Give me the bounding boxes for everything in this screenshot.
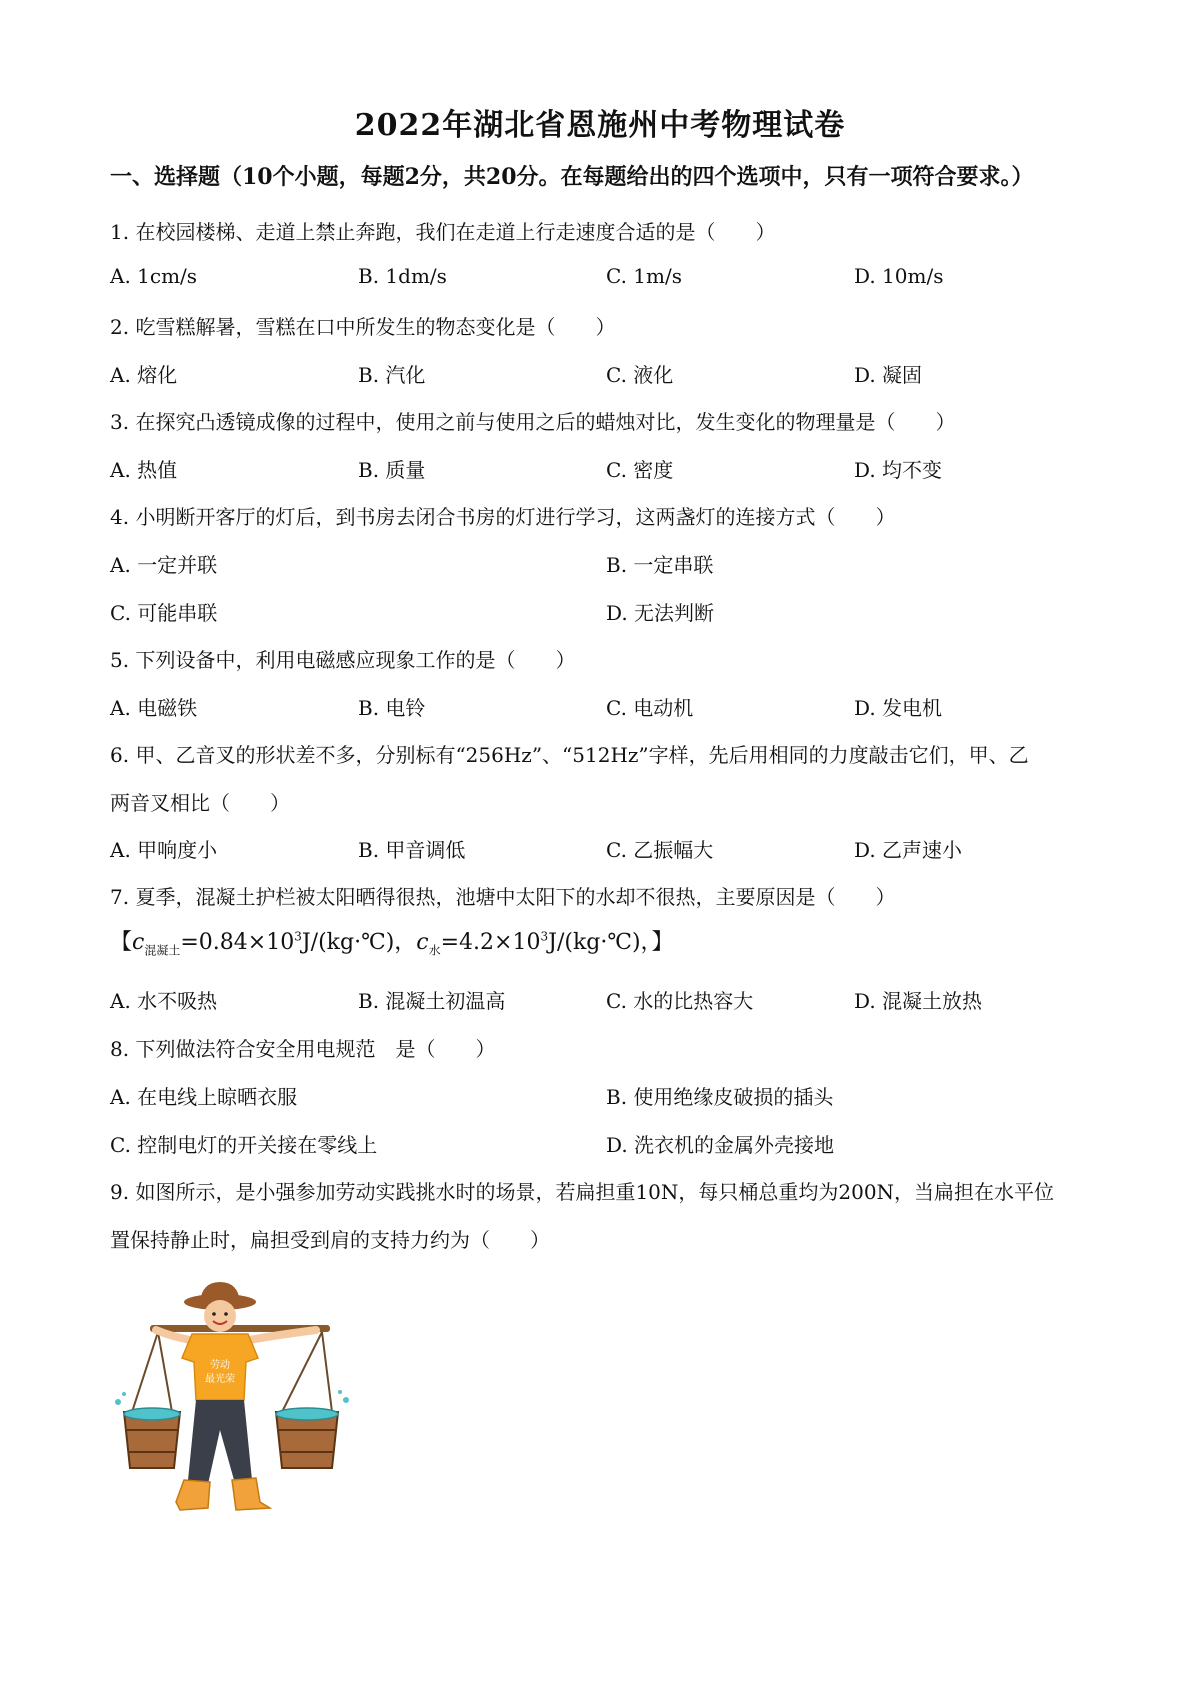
bracket-open: 【 (110, 930, 133, 955)
question-2-stem: 2. 吃雪糕解暑，雪糕在口中所发生的物态变化是（ ） (110, 315, 616, 339)
option-b[interactable]: B. 1dm/s (358, 264, 447, 288)
option-c[interactable]: C. 液化 (606, 363, 674, 387)
question-9-stem: 9. 如图所示，是小强参加劳动实践挑水时的场景，若扁担重10N，每只桶总重均为200N，当扁担在水平位 (110, 1180, 1055, 1204)
question-6-options (110, 834, 1110, 864)
question-8-options-row1 (110, 1081, 1110, 1111)
exam-title: 2022年湖北省恩施州中考物理试卷 (354, 108, 846, 143)
unit: J/(kg·℃)， (548, 930, 652, 955)
question-8-options-row2 (110, 1129, 1110, 1159)
option-d[interactable]: D. 洗衣机的金属外壳接地 (606, 1133, 835, 1157)
symbol-c: c (132, 930, 145, 955)
option-c[interactable]: C. 控制电灯的开关接在零线上 (110, 1133, 378, 1157)
option-d[interactable]: D. 均不变 (854, 458, 943, 482)
value-water: =4.2×10 (440, 930, 541, 955)
option-a[interactable]: A. 水不吸热 (110, 989, 218, 1013)
option-b[interactable]: B. 使用绝缘皮破损的插头 (606, 1085, 834, 1109)
question-8-stem: 8. 下列做法符合安全用电规范 是（ ） (110, 1037, 496, 1061)
option-a[interactable]: A. 一定并联 (110, 553, 218, 577)
question-5-options (110, 692, 1110, 722)
option-c[interactable]: C. 乙振幅大 (606, 838, 714, 862)
question-3-options (110, 454, 1110, 484)
option-d[interactable]: D. 凝固 (854, 363, 923, 387)
boot-right (232, 1478, 270, 1510)
question-4-stem: 4. 小明断开客厅的灯后，到书房去闭合书房的灯进行学习，这两盏灯的连接方式（ ） (110, 505, 896, 529)
option-d[interactable]: D. 无法判断 (606, 601, 715, 625)
option-c[interactable]: C. 密度 (606, 458, 674, 482)
section-heading: 一、选择题（10个小题，每题2分，共20分。在每题给出的四个选项中，只有一项符合要求。） (110, 164, 1034, 190)
shirt-text-line1: 劳动 (210, 1360, 230, 1371)
question-9-stem-continued: 置保持静止时，扁担受到肩的支持力约为（ ） (110, 1228, 550, 1252)
question-2-options (110, 359, 1110, 389)
option-a[interactable]: A. 熔化 (110, 363, 178, 387)
rope-left-2 (158, 1332, 172, 1412)
exponent: 3 (540, 929, 549, 944)
option-d[interactable]: D. 混凝土放热 (854, 989, 983, 1013)
bracket-close: 】 (651, 930, 674, 955)
question-1-options (110, 264, 1110, 294)
option-b[interactable]: B. 甲音调低 (358, 838, 466, 862)
question-4-options-row1 (110, 549, 1110, 579)
option-c[interactable]: C. 可能串联 (110, 601, 218, 625)
rope-left-1 (132, 1332, 158, 1412)
option-b[interactable]: B. 混凝土初温高 (358, 989, 506, 1013)
option-b[interactable]: B. 汽化 (358, 363, 426, 387)
option-a[interactable]: A. 热值 (110, 458, 178, 482)
question-1-stem: 1. 在校园楼梯、走道上禁止奔跑，我们在走道上行走速度合适的是（ ） (110, 220, 776, 244)
symbol-c: c (416, 930, 429, 955)
boot-left (176, 1480, 210, 1510)
question-5-stem: 5. 下列设备中，利用电磁感应现象工作的是（ ） (110, 648, 576, 672)
option-d[interactable]: D. 乙声速小 (854, 838, 963, 862)
question-3-stem: 3. 在探究凸透镜成像的过程中，使用之前与使用之后的蜡烛对比，发生变化的物理量是（ ） (110, 410, 956, 434)
question-6-stem: 6. 甲、乙音叉的形状差不多，分别标有“256Hz”、“512Hz”字样，先后用相同的力度敲击它们，甲、乙 (110, 743, 1029, 767)
value-concrete: =0.84×10 (180, 930, 295, 955)
question-4-options-row2 (110, 597, 1110, 627)
option-a[interactable]: A. 在电线上晾晒衣服 (110, 1085, 298, 1109)
rope-right-2 (322, 1332, 332, 1412)
water-carrying-illustration (110, 1280, 360, 1540)
subscript-concrete: 混凝土 (144, 943, 181, 958)
subscript-water: 水 (428, 943, 441, 958)
option-c[interactable]: C. 水的比热容大 (606, 989, 754, 1013)
option-d[interactable]: D. 10m/s (854, 264, 944, 288)
exponent: 3 (294, 929, 302, 944)
face (204, 1300, 236, 1332)
question-7-options (110, 985, 1110, 1015)
option-b[interactable]: B. 电铃 (358, 696, 426, 720)
question-7-stem: 7. 夏季，混凝土护栏被太阳晒得很热，池塘中太阳下的水却不很热，主要原因是（ ） (110, 885, 896, 909)
option-a[interactable]: A. 甲响度小 (110, 838, 218, 862)
rope-right-1 (282, 1332, 322, 1412)
water-right (276, 1408, 338, 1420)
specific-heat-formula (110, 925, 674, 958)
question-6-stem-continued: 两音叉相比（ ） (110, 791, 290, 815)
option-b[interactable]: B. 一定串联 (606, 553, 714, 577)
option-a[interactable]: A. 1cm/s (110, 264, 198, 288)
option-c[interactable]: C. 电动机 (606, 696, 694, 720)
option-b[interactable]: B. 质量 (358, 458, 426, 482)
shirt-text-line2: 最光荣 (205, 1374, 235, 1385)
dark-pants (188, 1400, 252, 1484)
option-a[interactable]: A. 电磁铁 (110, 696, 198, 720)
option-c[interactable]: C. 1m/s (606, 264, 682, 288)
unit: J/(kg·℃)， (301, 930, 417, 955)
option-d[interactable]: D. 发电机 (854, 696, 943, 720)
water-left (124, 1408, 180, 1420)
